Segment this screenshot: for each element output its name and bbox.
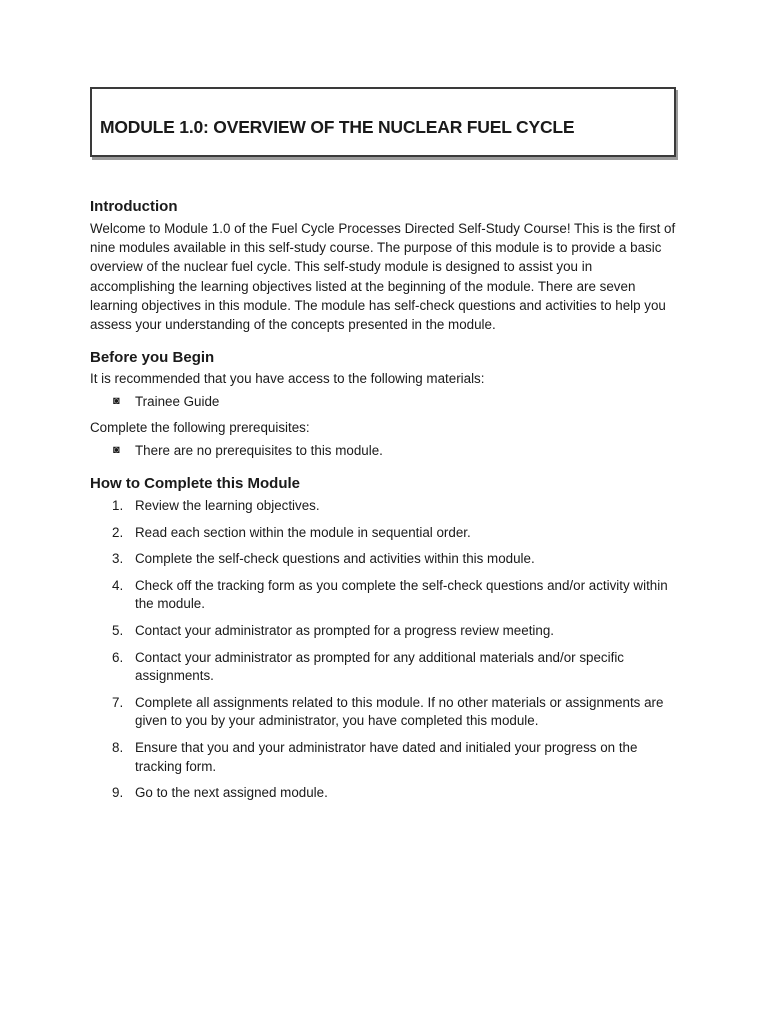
step-text: Read each section within the module in sequential order. (135, 524, 471, 540)
prereq-intro: Complete the following prerequisites: (90, 419, 310, 435)
step-number: 2. (112, 524, 124, 540)
how-to-heading: How to Complete this Module (90, 475, 300, 493)
step-item (90, 524, 680, 543)
step-text: Complete all assignments related to this module. If no other materials or assignments are given to you by your administrator, you have completed this module. (135, 694, 664, 729)
step-text: Complete the self-check questions and activities within this module. (135, 551, 535, 567)
materials-intro: It is recommended that you have access to the following materials: (90, 371, 485, 387)
step-item (90, 622, 680, 641)
module-title-box (90, 87, 676, 157)
step-item (90, 694, 680, 731)
step-item (90, 577, 680, 614)
step-item (90, 739, 680, 776)
step-item (90, 784, 680, 803)
before-you-begin-heading: Before you Begin (90, 349, 215, 367)
step-number: 8. (112, 739, 124, 755)
module-title: MODULE 1.0: OVERVIEW OF THE NUCLEAR FUEL CYCLE (100, 117, 575, 137)
list-item-text: There are no prerequisites to this module. (135, 442, 383, 458)
step-item (90, 649, 680, 686)
step-number: 4. (112, 577, 124, 593)
bullet-icon: ◙ (113, 443, 120, 456)
step-text: Contact your administrator as prompted for any additional materials and/or specific assignments. (135, 649, 624, 684)
step-text: Go to the next assigned module. (135, 785, 328, 801)
list-item (90, 441, 680, 460)
step-text: Review the learning objectives. (135, 498, 320, 514)
step-number: 6. (112, 649, 124, 665)
step-number: 9. (112, 785, 124, 801)
steps-list (90, 497, 680, 803)
bullet-icon: ◙ (113, 395, 120, 408)
step-number: 1. (112, 498, 124, 514)
step-number: 7. (112, 694, 124, 710)
materials-list (90, 392, 680, 411)
step-number: 5. (112, 623, 124, 638)
introduction-text: Welcome to Module 1.0 of the Fuel Cycle Processes Directed Self-Study Course! This is the first of nine modules available in this self-study course. The purpose of this module is to provide a basic overview of the nuclear fuel cycle. This self-study module is designed to assist you in accomplishing the learning objectives listed at the beginning of the module. There are seven learning objectives in this module. The module has self-check questions and activities to help you assess your understanding of the concepts presented in the module. (90, 221, 676, 333)
step-number: 3. (112, 551, 124, 567)
step-text: Check off the tracking form as you complete the self-check questions and/or activity within the module. (135, 577, 668, 612)
list-item-text: Trainee Guide (135, 394, 220, 410)
document-body (90, 196, 680, 811)
step-item (90, 550, 680, 569)
list-item (90, 392, 680, 411)
prereq-list (90, 441, 680, 460)
step-text: Ensure that you and your administrator have dated and initialed your progress on the tracking form. (135, 739, 638, 774)
introduction-heading: Introduction (90, 198, 178, 215)
step-text: Contact your administrator as prompted for a progress review meeting. (135, 623, 555, 638)
step-item (90, 497, 680, 516)
